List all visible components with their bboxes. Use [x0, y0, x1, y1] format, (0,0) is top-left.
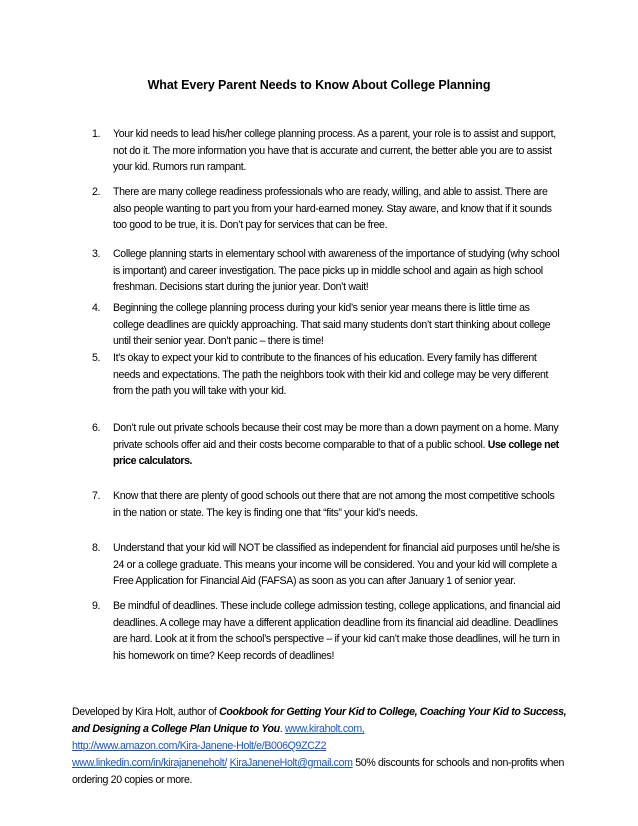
list-item-text: Understand that your kid will NOT be classified as independent for financial aid purposes until he/she is 24 or a college graduate. This means your income will be considered. You and your kid will complete a Free Application for Financial Aid (FAFSA) as soon as you can after January 1 of senior year. [113, 542, 560, 587]
list-item-text: It’s okay to expect your kid to contribute to the finances of his education. Every family has different needs and expectations. The path the neighbors took with their kid and college may be very different from the path you will take with your kid. [113, 352, 549, 397]
list-item-text: There are many college readiness professionals who are ready, willing, and able to assist. There are also people wanting to part you from your hard-earned money. Stay aware, and know that if it sounds too good to be true, it is. Don’t pay for services that can be free. [113, 186, 552, 231]
list-item-number: 3. [92, 248, 101, 260]
list-item-number: 9. [92, 600, 101, 612]
list-item-number: 5. [92, 352, 101, 364]
list-item-number: 4. [92, 302, 101, 314]
linkedin-link[interactable]: www.linkedin.com/in/kirajaneneholt/ [72, 757, 227, 769]
list-item-body: Don’t rule out private schools because their cost may be more than a down payment on a home. Many private schools offer aid and their costs become comparable to that of a public school. [113, 422, 559, 451]
list-item-text: Be mindful of deadlines. These include college admission testing, college applications, and financial aid deadlines. A college may have a different application deadline from its financial aid deadline. Deadlines are hard. Look at it from the school’s perspective – if your kid can’t make those deadlines, will he turn in his homework on time? Keep records of deadlines! [113, 600, 561, 662]
list-item-number: 8. [92, 542, 101, 554]
list-item-number: 6. [92, 422, 101, 434]
footer-discount-note: 50% discounts for schools and non-profits when ordering 20 copies or more. [72, 757, 565, 786]
list-item-text: College planning starts in elementary school with awareness of the importance of studying (why school is important) and career investigation. The pace picks up in middle school and again as high school freshman. Decisions start during the junior year. Don’t wait! [113, 248, 560, 293]
footer-book-titles: Cookbook for Getting Your Kid to College, Coaching Your Kid to Success, and Designing a College Plan Unique to You [72, 706, 567, 735]
list-item-text [113, 420, 562, 470]
list-item-number: 2. [92, 186, 101, 198]
list-item-text: Your kid needs to lead his/her college planning process. As a parent, your role is to assist and support, not do it. The more information you have that is accurate and current, the better able you are to assist your kid. Rumors run rampant. [113, 128, 556, 173]
page-title: What Every Parent Needs to Know About College Planning [147, 78, 491, 92]
list-item-number: 1. [92, 128, 101, 140]
amazon-link[interactable]: http://www.amazon.com/Kira-Janene-Holt/e/B006Q9ZCZ2 [72, 740, 327, 752]
footer-separator: . [279, 723, 285, 735]
email-link[interactable]: KiraJaneneHolt@gmail.com [229, 757, 353, 769]
website-link[interactable]: www.kiraholt.com, [284, 723, 365, 735]
list-item-text: Beginning the college planning process during your kid’s senior year means there is little time as college deadlines are quickly approaching. That said many students don’t start thinking about college until their senior year. Don’t panic – there is time! [113, 302, 551, 347]
list-item-emphasis: Use college net price calculators. [113, 438, 559, 467]
list-item-text: Know that there are plenty of good schools out there that are not among the most competitive schools in the nation or state. The key is finding one that “fits” your kid’s needs. [113, 490, 555, 519]
list-item-number: 7. [92, 490, 101, 502]
author-footer [72, 704, 572, 789]
footer-prefix: Developed by Kira Holt, author of [72, 706, 220, 718]
